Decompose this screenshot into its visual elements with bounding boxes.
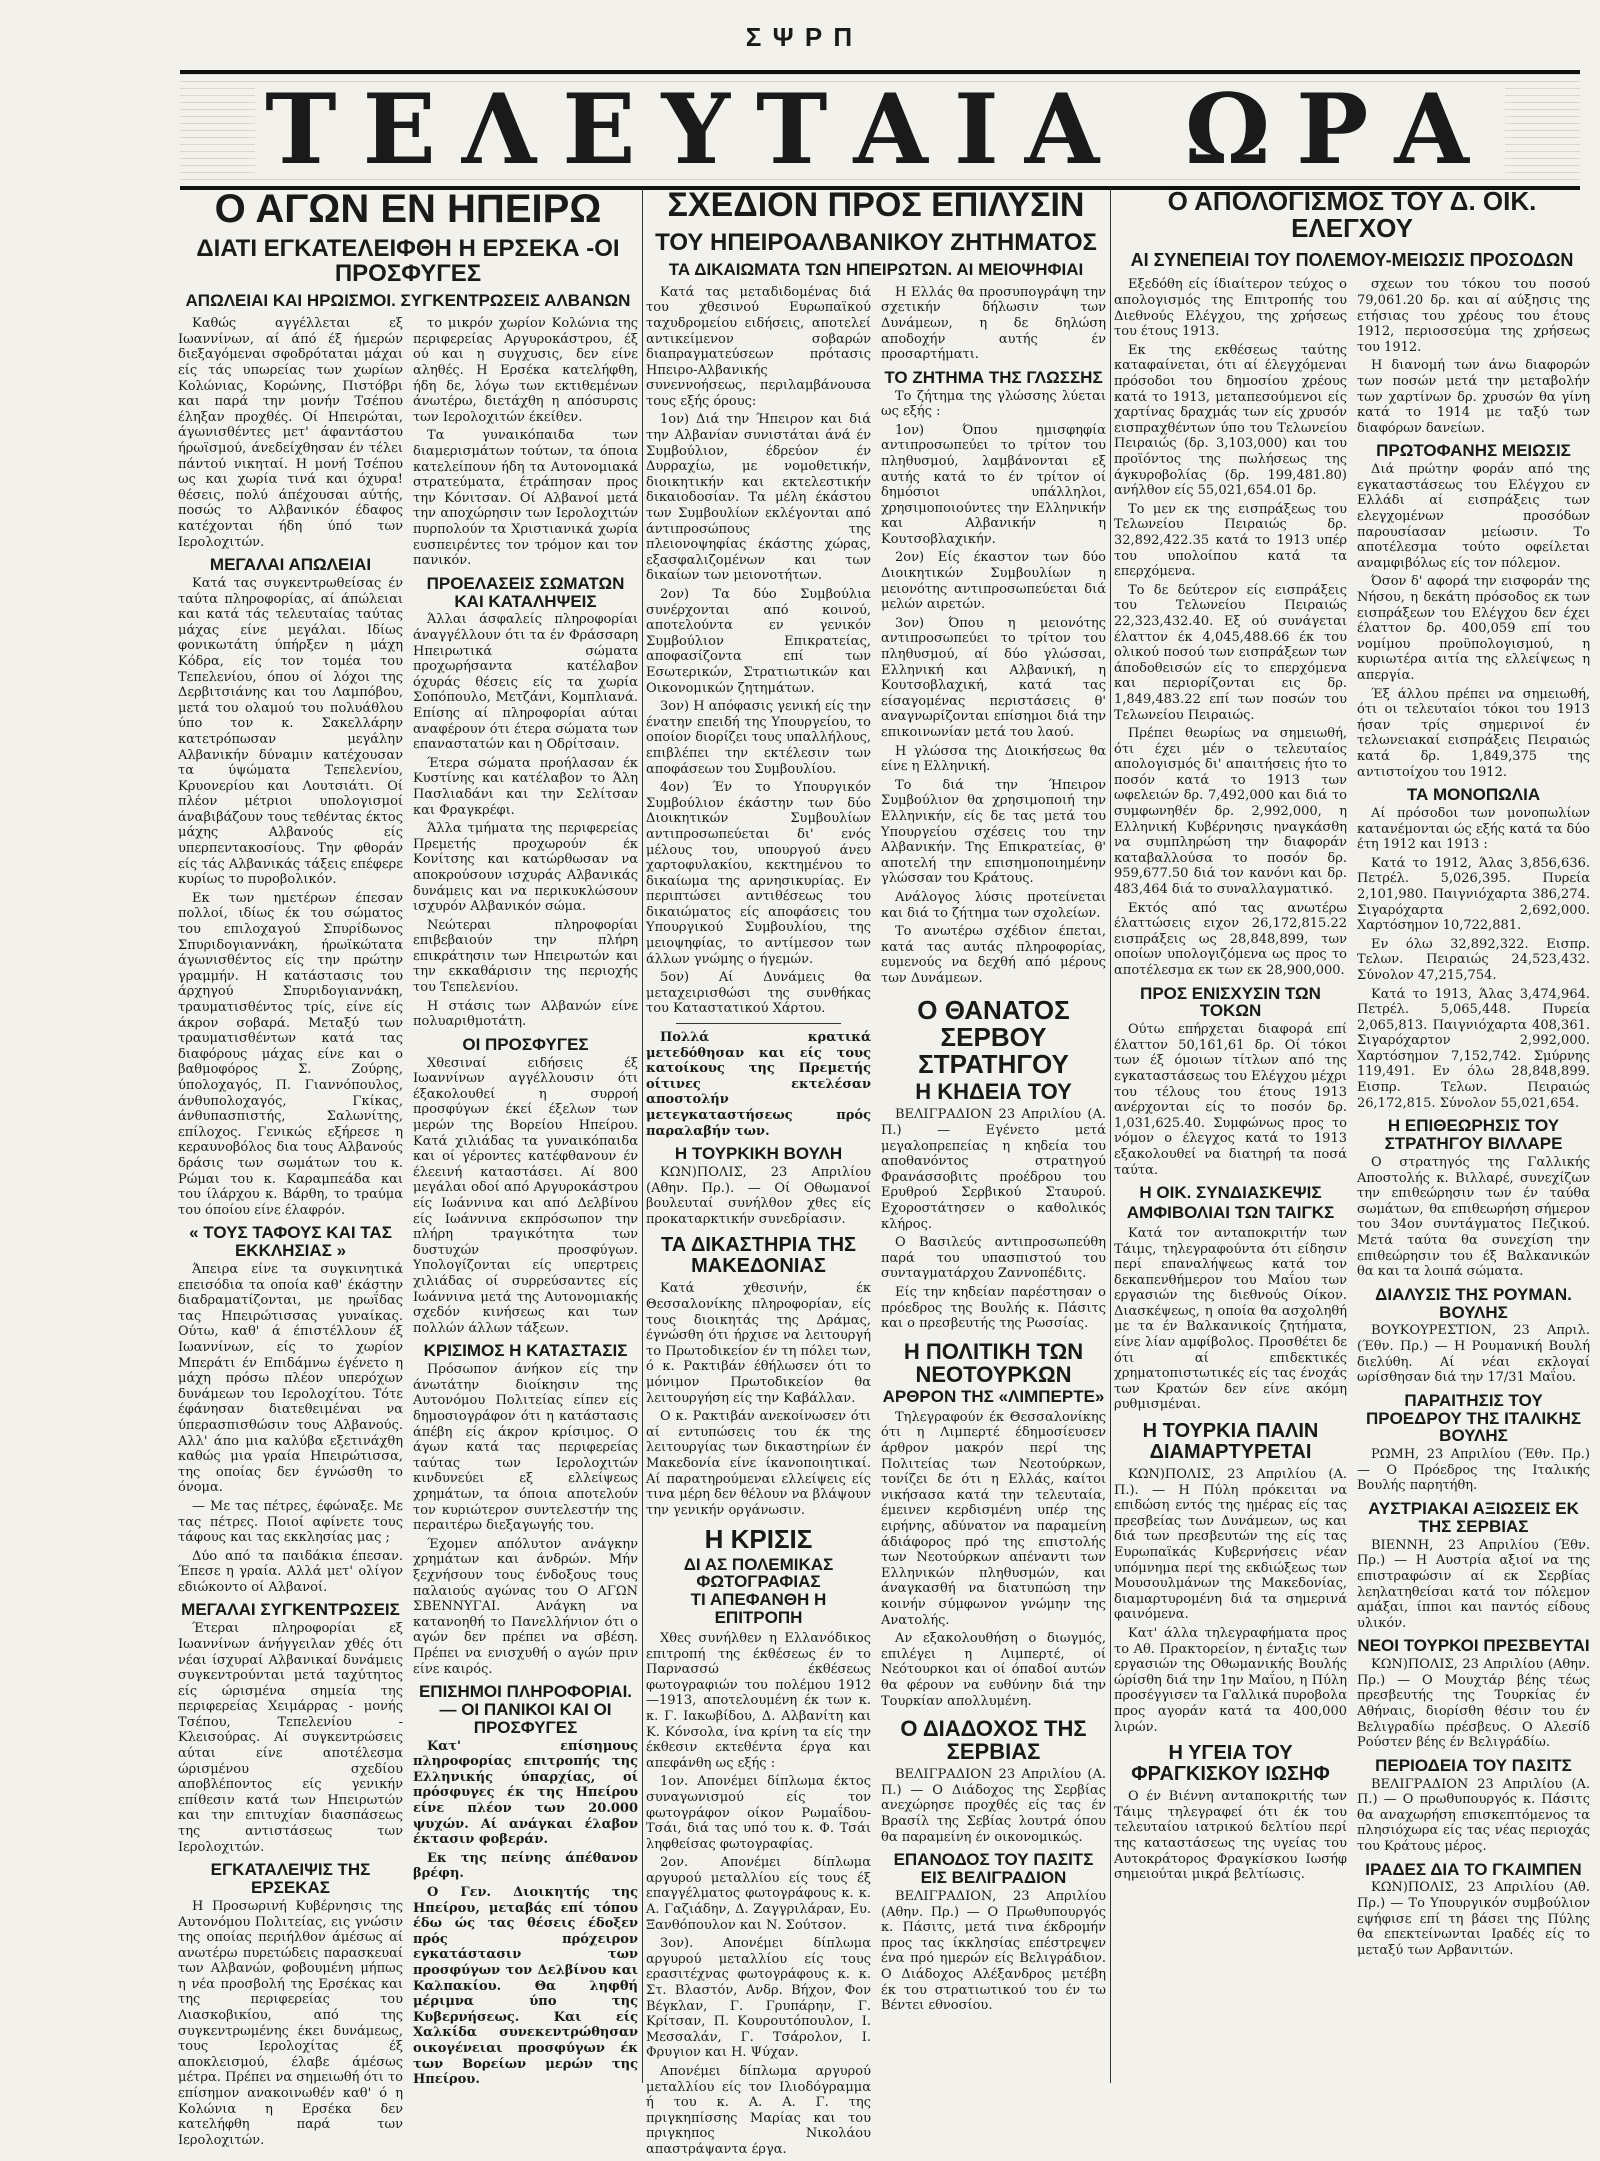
article-paragraph: 3ον) Η απόφασις γενική είς την ένατην επειδή της Υπουργείου, το οποίον διορίζει τους υπαλλήλους, επιβλέπει την εκτέλεσιν των αποφάσεων του Συμβουλίου. [646,699,871,777]
article-paragraph: Η Προσωρινή Κυβέρνησις της Αυτονόμου Πολιτείας, εις γνώσιν της οποίας περιήλθον άμέσως αί ανωτέρω πυρετώδεις παρασκευαί των Αλβανών, φοβουμένη μήπως η νέα προσβολή της Ερσέκας και της περιφερείας του Λιασκοβικίου, από της συγκεντρωμένης έκει δυνάμεως, τους Ιερολοχίτας έξ αποκλεισμού, έλαβε άμέσως μέτρα. Πρέπει να σημειωθή ότι το επίσημον ανακοινωθέν καθ' ό η Κολώνια η Ερσέκα δεν κατελήφθη παρά των Ιερολοχιτών. [178,1898,403,2148]
article-paragraph: Ανάλογος λύσις προτείνεται και διά το ζήτημα των σχολείων. [881,889,1106,921]
column-3-left [1114,277,1347,1961]
article-paragraph: ΡΩΜΗ, 23 Απριλίου (Έθν. Πρ.) — Ο Πρόεδρος της Ιταλικής Βουλής παρητήθη. [1357,1447,1590,1494]
article-paragraph: Ούτω επήρχεται διαφορά επί έλαττον 50,161,61 δρ. Οί τόκοι των έξ όμοιων τίτλων από της εγκαταστάσεως του Ελέγχου μέχρι του τέλους του έτους 1913 ανέρχονται είς το ποσόν δρ. 1,031,625.40. Συμφώνως προς το νόμον ο έλεγχος κατά το 1913 εξακολουθεί να διατηρή τα ποσά ταύτα. [1114,1022,1347,1178]
column-epirus-struggle [178,187,638,2148]
column-2-right [881,285,1106,2161]
section-heading: Ο ΘΑΝΑΤΟΣ ΣΕΡΒΟΥ ΣΤΡΑΤΗΓΟΥ [917,994,1070,1080]
article-paragraph: Το ανωτέρω σχέδιον έπεται, κατά τας αυτάς πληροφορίας, ευμενούς να δεχθή από μέρους των Δυνάμεων. [881,924,1106,986]
section-subheading: ΑΜΦΙΒΟΛΙΑΙ ΤΩΝ ΤΑΙΓΚΣ [1126,1203,1335,1223]
headline-financial-control: Ο ΑΠΟΛΟΓΙΣΜΟΣ ΤΟΥ Δ. ΟΙΚ. ΕΛΕΓΧΟΥ [1167,186,1537,244]
article-paragraph: Εκτός από τας ανωτέρω έλαττώσεις ειχον 26,172,815.22 εισπράξεις ως 28,848,899, των οποίων υπολογιζόμενα ως προς το αποτέλεσμα εκ των εκ 28,900,000. [1114,900,1347,979]
subheadline-epiro-albanian: ΤΟΥ ΗΠΕΙΡΟΑΛΒΑΝΙΚΟΥ ΖΗΤΗΜΑΤΟΣ [655,228,1097,256]
column-1-left [178,316,403,2151]
article-paragraph: Κατά το 1912, Άλας 3,856,636. Πετρέλ. 5,026,395. Πυρεία 2,101,980. Παιγνιόχαρτα 386,274. Σιγαρόχαρτα 2,692,000. Χαρτόσημον 10,722,881. [1357,855,1590,934]
article-paragraph: Το διά την Ήπειρον Συμβούλιον θα χρησιμοποιή την Ελληνικήν, είς δε τας μετά του Υπουργείου σχέσεις του την Αλβανικήν. Της Επικρατείας, θ' αποτελή την επισημοποιημένην γλώσσαν του Κράτους. [881,777,1106,887]
article-paragraph: Ο Βασιλεύς αντιπροσωπεύθη παρά του υπασπιστού του συνταγματάρχου Ζαννοπέδιτς. [881,1235,1106,1282]
article-paragraph: ΒΕΛΙΓΡΑΔΙΟΝ 23 Απριλίου (Α. Π.) — Ο Διάδοχος της Σερβίας ανεχώρησε προχθές είς τας έν Βρασίλ της Σεβίας λουτρά όπου θα παραμείνη έν οικονομικώς. [881,1767,1106,1845]
section-heading: ΤΟ ΖΗΤΗΜΑ ΤΗΣ ΓΛΩΣΣΗΣ [884,367,1103,387]
section-heading: ΠΡΩΤΟΦΑΝΗΣ ΜΕΙΩΣΙΣ [1376,441,1571,461]
section-heading: Η ΥΓΕΙΑ ΤΟΥ ΦΡΑΓΚΙΣΚΟΥ ΙΩΣΗΦ [1131,1742,1330,1786]
section-heading: ΔΙΑΛΥΣΙΣ ΤΗΣ ΡΟΥΜΑΝ. ΒΟΥΛΗΣ [1375,1284,1572,1322]
article-paragraph: Το δε δεύτερον είς εισπράξεις του Τελωνείου Πειραιώς 22,323,432.40. Εξ ού συνάγεται έλαττον έκ 4,045,488.66 έκ του ολικού ποσού των εισπράξεων των άποδοθεισών είς το επερχόμενα και περιορίζονται εις δρ. 1,849,483.22 επί των ποσών του Τελωνείου Πειραιώς. [1114,582,1347,723]
article-paragraph: Το ζήτημα της γλώσσης λύεται ως εξής : [881,388,1106,420]
article-paragraph: ΚΩΝ)ΠΟΛΙΣ, 23 Απριλίου (Α. Π.). — Η Πύλη πρόκειται να επιδώση εντός της ημέρας είς τας πρεσβείας των Δυνάμεων, ως και διά των πρεσβευτών της είς τας Ευρωπαϊκάς Κυβερνήσεις νέαν υπόμνημα περί της εκδιώξεως των Μουσουλμάνων της Μακεδονίας, διαμαρτυρομένη διά τα σημερινά φαινόμενα. [1114,1467,1347,1623]
article-paragraph: — Με τας πέτρες, έφώναξε. Με τας πέτρες. Ποιοί αφίνετε τους τάφους και τας εκκλησίας μας ; [178,1498,403,1546]
article-paragraph: Αν εξακολουθήση ο διωγμός, επιλέγει η Λιμπερτέ, οί Νεότουρκοι και οί όπαδοί αυτών θα φέρουν να ευθύνην διά την Τουρκίαν απολλυμένη. [881,1631,1106,1709]
divider [676,1023,841,1024]
article-paragraph: Αί πρόσοδοι των μονοπωλίων κατανέμονται ώς εξής κατά τα δύο έτη 1912 και 1913 : [1357,805,1590,853]
article-paragraph: Το μεν εκ της εισπράξεως του Τελωνείου Πειραιώς δρ. 32,892,422.35 κατά το 1913 υπέρ του υπολοίπου κατά τα επερχόμενα. [1114,501,1347,580]
article-paragraph: 2ον. Απονέμει δίπλωμα αργυρού μεταλλίου είς τους έξ επαγγέλματος φωτογράφους κ. κ. Α. Γαζιάδην, Δ. Ζαγγριλάραν, Ευ. Ξανθόπουλον και Ν. Σούτσον. [646,1855,871,1933]
article-paragraph: ΒΟΥΚΟΥΡΕΣΤΙΟΝ, 23 Απριλ. (Έθν. Πρ.) — Η Ρουμανική Βουλή διελύθη. Αί νέαι εκλογαί ωρίσθησαν διά την 17/31 Μαΐου. [1357,1323,1590,1386]
article-paragraph: Εν όλω 32,892,322. Εισπρ. Τελων. Πειραιώς 24,523,432. Σύνολον 47,215,754. [1357,936,1590,983]
article-paragraph: Όσον δ' αφορά την εισφοράν της Νήσου, η δεκάτη πρόσοδος εκ των εισπράξεων του Ελέγχου δεν έχει έλαττον δρ. 400,059 επί του νομίμου προϋπολογισμού, η κυριωτέρα αιτία της ελλείψεως η απεργία. [1357,574,1590,683]
subheadline-ersek: ΔΙΑΤΙ ΕΓΚΑΤΕΛΕΙΦΘΗ Η ΕΡΣΕΚΑ -ΟΙ ΠΡΟΣΦΥΓΕΣ [196,235,620,288]
section-heading: « ΤΟΥΣ ΤΑΦΟΥΣ ΚΑΙ ΤΑΣ ΕΚΚΛΗΣΙΑΣ » [189,1223,392,1261]
column-1-right [413,316,638,2151]
article-paragraph: ΒΕΛΙΓΡΑΔΙΟΝ 23 Απριλίου (Α. Π.) — Εγένετο μετά μεγαλοπρεπείας η κηδεία του αποθανόντος στρατηγού Φρανάσσοβιτς προέδρου του Ερυθρού Σερβικού Σταυρού. Εχοροστάτησεν ο καθολικός κλήρος. [881,1107,1106,1232]
column-rule [642,188,643,2083]
subheadline-losses: ΑΠΩΛΕΙΑΙ ΚΑΙ ΗΡΩΙΣΜΟΙ. ΣΥΓΚΕΝΤΡΩΣΕΙΣ ΑΛΒΑΝΩΝ [185,291,631,311]
column-2-left [646,285,871,2161]
section-heading: Ο ΔΙΑΔΟΧΟΣ ΤΗΣ ΣΕΡΒΙΑΣ [900,1716,1087,1765]
masthead-banner [180,70,1580,190]
article-paragraph: Άπειρα είνε τα συγκινητικά επεισόδια τα οποία καθ' έκάστην διαδραματίζονται, με ηρωΐδας τας Ηπειρώτισσας γυναίκας. Ούτω, καθ' ά έπιστέλλουν έξ Ιωαννίνων, είς το χωρίον Μπεράτι έν Επιδάμνω έγένετο η μάχη πρόσω πλέον υπερόχων δυνάμεων του Ιερολοχίτου. Τότε έφάνησαν διατεθειμέναι να ύπερασπισθώσιν τους Αλβανούς. Αλλ' άπο μια καλύβα εξετινάχθη καθώς μια γραία Ηπειρώτισσα, της οποίας δεν έγνώσθη το όνομα. [178,1262,403,1496]
article-paragraph: Κατ' άλλα τηλεγραφήματα προς το Αθ. Πρακτορείον, η ένταξις των εργασιών της Οθωμανικής Βουλής ώρίσθη διά την 1ην Μαΐου, η Πύλη προσέγγισεν τα Γαλλικά πυροβολα προς αγοράν κατά τα 400,000 λιρών. [1114,1625,1347,1735]
article-paragraph: Είς την κηδείαν παρέστησαν ο πρόεδρος της Βουλής κ. Πάσιτς και ο πρεσβευτής της Ρωσσίας. [881,1285,1106,1332]
article-paragraph: 5ον) Αί Δυνάμεις θα μεταχειρισθώσι της συνθήκας του Καταστατικού Χάρτου. [646,970,871,1017]
section-heading: ΕΠΙΣΗΜΟΙ ΠΛΗΡΟΦΟΡΙΑΙ. — ΟΙ ΠΑΝΙΚΟΙ ΚΑΙ ΟΙ ΠΡΟΣΦΥΓΕΣ [418,1682,633,1737]
article-paragraph: ΚΩΝ)ΠΟΛΙΣ, 23 Απριλίου (Αθ. Πρ.) — Το Υπουργικόν συμβούλιον εψήφισε επί τη βάσει της Πύλης θα επεκτείνωνται Ιραδές είς το μεταξύ των Αρβανιτών. [1357,1880,1590,1958]
article-paragraph: Κατά τας μεταδιδομένας διά του χθεσινού Ευρωπαϊκού ταχυδρομείου ειδήσεις, αποτελεί αντικείμενον σοβαρών διαπραγματεύσεων πρότασις Ηπειρο-Αλβανικής συνεννοήσεως, περιλαμβάνουσα τους εξής όρους: [646,284,871,409]
article-paragraph: 1ον) Διά την Ήπειρον και διά την Αλβανίαν συνιστάται άνά έν Συμβούλιον, έδρεύον έν Δυρραχίω, με νομοθετικήν, διοικητικήν και εκτελεστικήν δικαιοδοσίαν. Τα μέλη έκάστου των Συμβουλίων εκλέγονται από άντιπροσώπους της πλειονοψηφίας έκάστης χώρας, εξασφαλιζομένων και των δικαίων των μειονοτήτων. [646,412,871,584]
article-paragraph: 2ον) Είς έκαστον των δύο Διοικητικών Συμβουλίων η μειονότης αντιπροσωπεύεται διά μελών αιρετών. [881,550,1106,613]
section-heading: ΜΕΓΑΛΑΙ ΣΥΓΚΕΝΤΡΩΣΕΙΣ [181,1600,400,1620]
subheadline-rights: ΤΑ ΔΙΚΑΙΩΜΑΤΑ ΤΩΝ ΗΠΕΙΡΩΤΩΝ. ΑΙ ΜΕΙΟΨΗΦΙΑΙ [668,259,1084,279]
article-paragraph: Κατά χθεσινήν, έκ Θεσσαλονίκης πληροφορίαν, είς τους διοικητάς της Δράμας, έγνώσθη ότι ήρχισε να λειτουργή το Πρωτοδικείον έν τη πόλει των, ό κ. Ρακτιβάν έθήλωσεν ότι το μόνιμον Πρωτοδικείον θα λειτουργήση είς την Καβάλλαν. [646,1281,871,1406]
section-heading: Η ΟΙΚ. ΣΥΝΔΙΑΣΚΕΨΙΣ [1139,1183,1322,1203]
article-paragraph: Τα γυναικόπαιδα των διαμερισμάτων τούτων, τα όποια κατελείπουν ήδη τα Αυτονομιακά στρατεύματα, έτράπησαν προς την Κόνιτσαν. Οί Αλβανοί μετά την αποχώρησιν των Ιερολοχιτών πυρπολούν τα Χριστιανικά χωρία ευσπειρέντες τον τρόμον και τον πανικόν. [413,428,638,569]
article-paragraph: Εκ των ημετέρων έπεσαν πολλοί, ιδίως έκ του σώματος του επιλοχαγού Σπυρίδωνος Σπυριδογιαννάκη, ήρωϊκώτατα άγωνισθέντος είς την πρώτην γραμμήν. Η κατάστασις του άρχηγού Σπυριδογιαννάκη, τραυματισθέντος τρίς, είνε είς άκρον σοβαρά. Μεταξύ των τραυματισθέντων κατά τας διαφόρους μάχας είνε και ο βαθμοφόρος Σ. Ζούρης, ύπολοχαγός, Π. Γιαννόπουλος, άνθυπολοχαγός, Γκίκας, άνθυπασπιστής, Σαλωνίτης, επίλοχος. Γενικώς εξήρεσε η κεραυνοβόλος δια τους Αλβανούς δράσις των σωμάτων του κ. Ρώμαι του κ. Καραμπεάδα και του ίλάρχου κ. Βάρθη, το τραύμα του όποίου είνε έλαφρόν. [178,890,403,1218]
section-heading: ΠΡΟΣ ΕΝΙΣΧΥΣΙΝ ΤΩΝ ΤΟΚΩΝ [1140,983,1321,1021]
column-3-right [1357,277,1590,1961]
article-paragraph: Κατά τον ανταποκριτήν των Τάιμς, τηλεγραφούντα ότι είδησιν περί επαναλήψεως κατά τον δεκαπενθήμερον του Μαΐου των εργασιών της διεθνούς Οίκον. Διασκέψεως, η οποία θα ασχοληθή με τα έν Βαλκανικοίς ζητήματα, είνε λίαν αμφίβολος. Προσθέτει δε ότι αί επιδεκτικές χρηματοπιστωτικές είς τας ένοχάς των Κρατών δεν είνε ακόμη ρυθμισμέναι. [1114,1225,1347,1413]
section-subheading: Η ΚΗΔΕΙΑ ΤΟΥ [915,1079,1072,1105]
article-paragraph: Έξ άλλου πρέπει να σημειωθή, ότι οι τελευταίοι τόκοι του 1913 ήσαν τρίς σημερινοί έν τελωνειακαί εισπράξεις Πειραιώς κατά δρ. 1,849,375 της αντιστοίχου του 1912. [1357,686,1590,780]
column-settlement-plan [646,186,1106,2157]
article-paragraph: Η Ελλάς θα προσυπογράψη την σχετικήν δήλωσιν των Δυνάμεων, η δε δηλώση αποδοχήν αυτής έν προσαρτήματι. [881,284,1106,363]
article-paragraph: Χθες συνήλθεν η Ελλανόδικος επιτροπή της έκθέσεως έν το Παρνασσώ έκθέσεως φωτογραφιών του πολέμου 1912—1913, αποτελουμένη έκ των κ. κ. Γ. Ιακωβίδου, Δ. Αλβανίτη και Κ. Κόνσολα, ίνα κρίνη τα είς την έκθεσιν εκτεθέντα έργα και απεφάνθη ως εξής : [646,1630,871,1771]
article-paragraph: σχεων του τόκου του ποσού 79,061.20 δρ. και αί αύξησις της ετήσιας του χρέους του έτους 1912, περιοσσεύμα της χρήσεως του 1912. [1357,277,1590,355]
article-note: Πολλά κρατικά μετεδόθησαν και είς τους κατοίκους της Πρεμετής οίτινες εκτελέσαν αποστολήν μετεγκαταστήσεως πρός παραλαβήν των. [646,1030,871,1139]
article-paragraph: Ο κ. Ρακτιβάν ανεκοίνωσεν ότι αί εντυπώσεις του έκ της λειτουργίας των δικαστηρίων έν Μακεδονία είνε ίκανοποιητικαί. Αί παρατηρούμεναι ελλείψεις είς τινα μέρη δεν θέλουν να βλάψουν την γενικήν οργάνωσιν. [646,1409,871,1518]
article-paragraph: Διά πρώτην φοράν από της εγκαταστάσεως του Ελέγχου εν Ελλάδι αί εισπράξεις των ελεγχομένων προσόδων παρουσίασαν μείωσιν. Το αποτέλεσμα τούτο οφείλεται αναμφιβόλως είς τον πόλεμον. [1357,462,1590,571]
article-paragraph: Πρέπει θεωρίως να σημειωθή, ότι έχει μέν ο τελευταίος απολογισμός δι' απαιτήσεις ήτο το ποσόν κατά το 1913 των ωφελειών δρ. 7,492,000 και διά το συμφωνηθέν δρ. 2,992,000, η Ελληνική Κυβέρνησις ηναγκάσθη να συμπληρώση την διαφοράν καταβαλλούσα το ποσόν δρ. 959,677.50 διά τον κανόνι και δρ. 483,464 διά το συναλλαγματικό. [1114,726,1347,898]
article-paragraph: ΚΩΝ)ΠΟΛΙΣ, 23 Απριλίου (Αθην. Πρ.) — Ο Μουχτάρ βέης τέως πρεσβευτής της Τουρκίας έν Αθήναις, διορίσθη θέσιν του έν Βελιγραδίω πρέσβευς. Ο Αλεσίδ Ρούστεν βέης έν Βελιγράδίω. [1357,1657,1590,1751]
article-paragraph: ΒΙΕΝΝΗ, 23 Απριλίου (Έθν. Πρ.) — Η Αυστρία αξιοί να της επιστραφώσιν αί εκ Σερβίας λεηλατηθείσαι κατά τον πόλεμον αμάξαι, ίπποι και παντός είδους υλικόν. [1357,1537,1590,1631]
section-heading: ΑΥΣΤΡΙΑΚΑΙ ΑΞΙΩΣΕΙΣ ΕΚ ΤΗΣ ΣΕΡΒΙΑΣ [1368,1499,1579,1536]
section-heading: ΤΑ ΜΟΝΟΠΩΛΙΑ [1406,785,1541,805]
article-paragraph: Άλλαι άσφαλείς πληροφορίαι άναγγέλλουν ότι τα έν Φράσσαρη Ηπειρωτικά σώματα προχωρήσαντα κατέλαβον όχυράς θέσεις είς τα χωρία Σοπόπουλο, Μετζάνι, Κομπλιανά. Επίσης αί πληροφορίαι αύται αναφέρουν ότι έτερα σώματα των επαναστατών και η Οδρίτσαιν. [413,612,638,753]
section-heading: Η ΤΟΥΡΚΙΚΗ ΒΟΥΛΗ [674,1144,843,1164]
section-heading: ΜΕΓΑΛΑΙ ΑΠΩΛΕΙΑΙ [209,555,372,575]
section-heading: Η ΠΟΛΙΤΙΚΗ ΤΩΝ ΝΕΟΤΟΥΡΚΩΝ [903,1338,1084,1387]
article-paragraph: Έτερα σώματα προήλασαν έκ Κυστίνης και κατέλαβον το Άλη Πασλιαδάνι και την Σελίτσαν και Φραγκρέφι. [413,755,638,818]
column-rule [1110,188,1111,2083]
article-paragraph: Νεώτεραι πληροφορίαι επιβεβαιούν την πλήρη επικράτησιν των Ηπειρωτών και την εκκαθάρισιν της περιοχής του Τεπελενίου. [413,917,638,996]
article-paragraph: Καθώς αγγέλλεται εξ Ιωαννίνων, αί άπό έξ ήμερών διεξαγόμεναι σφοδρόταται μάχαι είς τάς υπωρείας των χωρίων Κολώνιας, Κορώνης, Πιστόβρι και παρά την μονήν Τσέπου έληξαν προχθές. Οί Ηπειρώται, άγωνισθέντες μετ' άφαντάστου ήρωϊσμού, άνεδείχθησαν έν τέλει πάντού νικηταί. Η μονή Τσέπου ως και χωρία τινά και όχυρα! θέσεις, πολύ άπέχουσαι αύτής, ποσώς το Αλβανικόν έδαφος κατέχονται ήδη ύπό των Ιερολοχιτών. [178,316,403,550]
section-heading: Η ΤΟΥΡΚΙΑ ΠΑΛΙΝ ΔΙΑΜΑΡΤΥΡΕΤΑΙ [1142,1420,1319,1464]
article-paragraph: Ο στρατηγός της Γαλλικής Αποστολής κ. Βιλλαρέ, συνεχίζων την επιθεώρησιν των έν ταύθα σωμάτων, θα επιθεωρήση σήμερον του 34ον συντάγματος Πεζικού. Μετά ταύτα θα συνεχίση την επιθεώρησιν του έξ Βαλκανικών θα και τα λοιπά σώματα. [1357,1154,1590,1280]
article-paragraph: Η διανομή των άνω διαφορών των ποσών μετά την μεταβολήν των χαρτίνων δρ. χρυσών θα γίνη κατά το 1914 με ταξύ των διαφόρων δανείων. [1357,358,1590,436]
article-paragraph: Πρόσωπον άνήκον είς την άνωτάτην διοίκησιν της Αυτονόμου Πολιτείας είπεν είς δημοσιογράφον ότι η κατάστασις άπέβη είς άκρον κρίσιμος. Ο άγων κατά τας περιφερείας ταύτας των Ιερολοχιτών κινδυνεύει εξ ελλείψεως χρημάτων, τα όποια αποτελούν τον κυριώτερον συντελεστήν της περαιτέρω διεξαγωγής του. [413,1362,638,1534]
section-heading: ΠΡΟΕΛΑΣΕΙΣ ΣΩΜΑΤΩΝ ΚΑΙ ΚΑΤΑΛΗΨΕΙΣ [426,573,625,611]
section-heading: ΕΠΑΝΟΔΟΣ ΤΟΥ ΠΑΣΙΤΣ ΕΙΣ ΒΕΛΙΓΡΑΔΙΟΝ [893,1850,1094,1888]
article-paragraph: Η στάσις των Αλβανών είνε πολυαριθμοτάτη. [413,998,638,1030]
article-paragraph: Απονέμει δίπλωμα αργυρού μεταλλίου είς τον Ιλιοδόγραμμα ή του κ. Α. Α. Γ. της πριγκηπίσσης Μαρίας και του πριγκηπος Νικολάου απαστράψαντα έργα. [646,2064,871,2157]
article-paragraph: Δύο από τα παιδάκια έπεσαν. Έπεσε η γραία. Αλλά μετ' ολίγον εδιώκοντο οί Αλβανοί. [178,1548,403,1595]
article-paragraph: 1ον. Απονέμει δίπλωμα έκτος συναγωνισμού είς τον φωτογράφον οίκον Ρωμαΐδου-Τσάι, διά τας υπό του κ. Φ. Τσάι ληφθείσας φωτογραφίας. [646,1774,871,1852]
article-paragraph: Χθεσιναί ειδήσεις έξ Ιωαννίνων αγγέλλουσιν ότι έξακολουθεί η συρροή προσφύγων έκεί έξελων των μερών της Βορείου Ηπείρου. Κατά χιλιάδας τα γυναικόπαιδα και οί γέροντες κατέφθανουν έν έλεεινή καταστάσει. Αί 800 μεγάλαι οδοί από Αργυροκάστρου είς Ιωάννινα και από Δελβίνου είς Ιωάννινα εκπρόσωπον την πλήρη τραγικότητα των δυστυχών προσφύγων. Υπολογίζονται είς υπερτρεις χιλιάδας οί συρρεύσαντες είς Ιωάννινα μετά της Αυτονομιακής σχεδόν κινήσεως και των πολλών άλλων τάξεων. [413,1055,638,1336]
column-financial-control [1114,188,1590,2088]
section-heading: ΠΑΡΑΙΤΗΣΙΣ ΤΟΥ ΠΡΟΕΔΡΟΥ ΤΗΣ ΙΤΑΛΙΚΗΣ ΒΟΥΛΗΣ [1365,1390,1582,1446]
article-paragraph: ΒΕΛΙΓΡΑΔΙΟΝ 23 Απριλίου (Α. Π.) — Ο πρωθυπουργός κ. Πάσιτς θα αναχωρήση επισκεπτόμενος τα πλησιόχωρα είς τας νέας περιοχάς του Κράτους μέρος. [1357,1776,1590,1854]
masthead-title: ΤΕΛΕΥΤΑΙΑ ΩΡΑ [255,82,1505,178]
article-paragraph: ΚΩΝ)ΠΟΛΙΣ, 23 Απριλίου (Αθην. Πρ.). — Οί Οθωμανοί βουλευταί συνήλθον χθες είς προκαταρκτικήν συνεδρίασιν. [646,1165,871,1227]
article-paragraph: 2ον) Τα δύο Συμβούλια συνέρχονται από κοινού, αποτελούντα εν γενικόν Συμβούλιον Επικρατείας, αποφασίζοντα επί των Εσωτερικών, Στρατιωτικών και Οικονομικών ζητημάτων. [646,587,871,696]
section-heading: ΚΡΙΣΙΜΟΣ Η ΚΑΤΑΣΤΑΣΙΣ [423,1341,628,1361]
article-paragraph: Άλλα τμήματα της περιφερείας Πρεμετής προχωρούν έκ Κονίτσης και κατώρθωσαν να αποκρούσουν ισχυράς Αλβανικάς δυνάμεις και να περικυκλώσουν ισχυρόν Αλβανικόν σώμα. [413,821,638,915]
article-paragraph: το μικρόν χωρίον Κολώνια της περιφερείας Αργυροκάστρου, έξ ού και η συγχυσις, δεν είνε αληθές. Η Ερσέκα κατελήφθη, ήδη δε, λόγω των εκτιθεμένων άνωτέρω, διετάχθη η απόσυρσις των Ιερολοχιτών έκείθεν. [413,316,638,425]
section-heading: Η ΕΠΙΘΕΩΡΗΣΙΣ ΤΟΥ ΣΤΡΑΤΗΓΟΥ ΒΙΛΛΑΡΕ [1384,1116,1563,1154]
headline-epirus: Ο ΑΓΩΝ ΕΝ ΗΠΕΙΡΩ [214,187,602,231]
article-paragraph: Κατά το 1913, Άλας 3,474,964. Πετρέλ. 5,065,448. Πυρεία 2,065,813. Παιγνιόχαρτα 408,361. Σιγαρόχαρτον 2,992,000. Χαρτόσημον 7,152,742. Σμύρνης 119,491. Εν όλω 28,848,899. Εισπρ. Τελων. Πειραιώς 26,172,815. Σύνολον 55,021,654. [1357,986,1590,1111]
article-paragraph: Έτεραι πληροφορίαι εξ Ιωαννίνων άνήγγειλαν χθές ότι νέαι ίσχυραί Αλβανικαί δυνάμεις συγκεντρούνται μετά ταχύτητος είς ώρισμένα σημεία της περιφερείας Χειμάρρας - μονής Τσέπου, Τεπελενίου - Κλεισούρας. Αί συγκεντρώσεις αύται είνε αποτέλεσμα ώρισμένου σχεδίου αποβλέποντος είς γενικήν επίθεσιν κατά των Ηπειρωτών και την επιτυχίαν διασπάσεως της αντιστάσεως των Ιερολοχιτών. [178,1621,403,1855]
section-heading: ΙΡΑΔΕΣ ΔΙΑ ΤΟ ΓΚΑΙΜΠΕΝ [1365,1859,1582,1879]
page-folio: Σ Ψ Ρ Π [745,22,855,52]
section-heading: ΠΕΡΙΟΔΕΙΑ ΤΟΥ ΠΑΣΙΤΣ [1375,1755,1572,1775]
article-paragraph: Κατά τας συγκεντρωθείσας έν ταύτα πληροφορίας, αί άπώλειαι και κατά τάς τελευταίας ταύτας μάχας είνε μεγάλαι. Ιδίως φονικωτάτη ύπήρξεν η μάχη Κόδρα, είς τον τομέα του Τεπελενίου, όπου οί λόχοι της Δερβιτσιάνης και του Λαμπόβου, μετά του ολαμού του πολυάθλου ύπο τον κ. Σακελλάρην κατετρόπωσαν μεγάλην Αλβανικήν δύναμιν κατέχουσαν τα ύψώματα Τεπελενίου, Κρυονερίου και Λουτσιάτι. Οί πλέον μέτριοι υπολογισμοί άναβιβάζουν τους τεθέντας έκτος μάχης Αλβανούς είς υπερπεντακοσίους. Την φθοράν είς τάς Αλβανικάς τάξεις επέφερε κυρίως το πυροβολικόν. [178,575,403,888]
section-subheading: ΤΙ ΑΠΕΦΑΝΘΗ Η ΕΠΙΤΡΟΠΗ [690,1590,827,1628]
article-paragraph: Εξεδόθη είς ίδιαίτερον τεύχος ο απολογισμός της Επιτροπής του Διεθνούς Ελέγχου, της χρήσεως του έτους 1913. [1114,277,1347,340]
article-paragraph: 4ον) Έν το Υπουργικόν Συμβούλιον έκάστην των δύο Διοικητικών Συμβουλίων αντιπροσωπεύεται δι' ενός μέλους του, υπουργού άνευ χαρτοφυλακίου, κεκτημένου το δικαίωμα της αρνησικυρίας. Εν περιπτώσει αντιθέσεως του δικαιώματος είς αποφάσεις του Υπουργικού Συμβουλίου, της μειοψηφίας, το αντίμεσον των άλλων γνώμης ο ήγεμών. [646,780,871,967]
article-paragraph: Τηλεγραφούν έκ Θεσσαλονίκης ότι η Λιμπερτέ έδημοσίευσεν άρθρον μακρόν περί της Πολιτείας των Νεοτούρκων, τονίζει δε ότι η Ελλάς, καίτοι νικήσασα κατά την τελευταία, έμεινεν κερδισμένη υπέρ της ειρήνης, αδύνατον να παραμείνη άδιάφορος πρό της επιστολής των Νεοτούρκων απέναντι των Ελληνικών πληθυσμών, και άναγκασθή να διατυπώση την κοινήν σύμφωνον γνώμην της Ανατολής. [881,1409,1106,1628]
article-paragraph: Η γλώσσα της Διοικήσεως θα είνε η Ελληνική. [881,743,1106,775]
article-paragraph: 3ον) Όπου η μειονότης αντιπροσωπεύει το τρίτον του πληθυσμού, αί δύο γλώσσαι, Ελληνική και Αλβανική, η Κουτσοβλαχική, κατά τας είσαγομένας περιστάσεις θ' αναγνωρίζονται επίσημοι διά την επικοινωνίαν μετά του λαού. [881,615,1106,740]
article-paragraph: ΒΕΛΙΓΡΑΔΙΟΝ, 23 Απριλίου (Αθην. Πρ.) — Ο Πρωθυπουργός κ. Πάσιτς, μετά τινα έκδρομήν προς τας ίκκλησίας επέστρεψεν ένα πρό ημερών είς Βελιγράδιον. Ο Διάδοχος Αλέξανδρος μετέβη έκ του στρατιωτικού του έν τω Βέντει εθνοσίου. [881,1888,1106,2014]
article-paragraph: 3ον). Απονέμει δίπλωμα αργυρού μεταλλίου είς τους ερασιτέχνας φωτογράφους κ. κ. Στ. Βλαστόν, Ανδρ. Βήχον, Φον Βέγκλαν, Γ. Γρυπάρην, Γ. Κρίτσαν, Π. Κουρουτόπουλον, Ι. Μεσσαλάν, Γ. Τσάρολον, Ι. Φρυγιον και Η. Ψύχαν. [646,1936,871,2061]
article-paragraph: 1ον) Όπου ημισφηφία αντιπροσωπεύει το τρίτον του πληθυσμού, λαμβάνονται εξ αυτής κατά το έν τρίτον οί δημόσιοι υπάλληλοι, χρησιμοποιούντες την Ελληνικήν και Αλβανικήν η Κουτσοβλαχικήν. [881,422,1106,547]
section-heading: ΝΕΟΙ ΤΟΥΡΚΟΙ ΠΡΕΣΒΕΥΤΑΙ [1357,1636,1590,1656]
section-heading: ΕΓΚΑΤΑΛΕΙΨΙΣ ΤΗΣ ΕΡΣΕΚΑΣ [210,1860,371,1898]
subheadline-war-effects: ΑΙ ΣΥΝΕΠΕΙΑΙ ΤΟΥ ΠΟΛΕΜΟΥ-ΜΕΙΩΣΙΣ ΠΡΟΣΟΔΩΝ [1130,249,1574,270]
section-heading: ΤΑ ΔΙΚΑΣΤΗΡΙΑ ΤΗΣ ΜΑΚΕΔΟΝΙΑΣ [660,1234,857,1278]
article-paragraph: Εκ της πείνης άπέθανον βρέφη. [413,1850,638,1882]
article-paragraph: Εκ της εκθέσεως ταύτης καταφαίνεται, ότι αί έλεγχόμεναι πρόσοδοι του δημοσίου χρέους κατά το 1913, μεταπεσούμενοι είς χαρτίνας δραχμάς των είς χρυσόν εισπραχθέντων ύπο του Τελωνείου Πειραιώς (δρ. 3,103,000) και του προϊόντος της πωλήσεως της άγκυροβολίας (δρ. 199,481.80) ανήλθον είς 55,021,654.01 δρ. [1114,342,1347,499]
section-heading: ΟΙ ΠΡΟΣΦΥΓΕΣ [462,1034,589,1054]
headline-settlement: ΣΧΕΔΙΟΝ ΠΡΟΣ ΕΠΙΛΥΣΙΝ [667,186,1085,224]
section-subheading: ΑΡΘΡΟΝ ΤΗΣ «ΛΙΜΠΕΡΤΕ» [882,1386,1105,1406]
article-paragraph: Έχομεν απόλυτον ανάγκην χρημάτων και άνδρών. Μήν ξεχνήσουν τους ένδοξους τους παλαιούς αγώνας του Ο ΑΓΩΝ ΣΒΕΝΝΥΓΑΙ. Ανάγκη να κατανοηθή το Πανελλήνιον ότι ο αγών δεν πρέπει να σβέση. Πρέπει να ενισχυθή ο αγών πριν είνε καιρός. [413,1536,638,1677]
article-paragraph: Ο Γεν. Διοικητής της Ηπείρου, μεταβάς επί τόπου έδω ώς τας θέσεις έδοξεν πρός πρόχειρον εγκατάστασιν των προσφύγων τον Δελβίνου και Καλπακίου. Θα ληφθή μέριμνα ύπο της Κυβερνήσεως. Και είς Χαλκίδα συνεκεντρώθησαν οικογένειαι προσφύγων έκ των Βορείων μερών της Ηπείρου. [413,1884,638,2088]
article-paragraph: Ο έν Βιέννη ανταποκριτής των Τάιμς τηλεγραφεί ότι έκ του τελευταίου ιατρικού δελτίου περί της καταστάσεως της υγείας του Αυτοκράτορος Φραγκίσκου Ιωσήφ σημειούται μικρά βελτίωσις. [1114,1789,1347,1883]
section-subheading: ΔΙ ΑΣ ΠΟΛΕΜΙΚΑΣ ΦΩΤΟΓΡΑΦΙΑΣ [683,1554,834,1592]
article-paragraph: Κατ' επίσημους πληροφορίας επιτροπής της Ελληνικής ύπαρχίας, οί πρόσφυγες έκ της Ηπείρου είνε πλέον των 20.000 ψυχών. Αί ανάγκαι έλαβον έκτασιν φοβεράν. [413,1738,638,1848]
section-heading: Η ΚΡΙΣΙΣ [704,1524,813,1555]
